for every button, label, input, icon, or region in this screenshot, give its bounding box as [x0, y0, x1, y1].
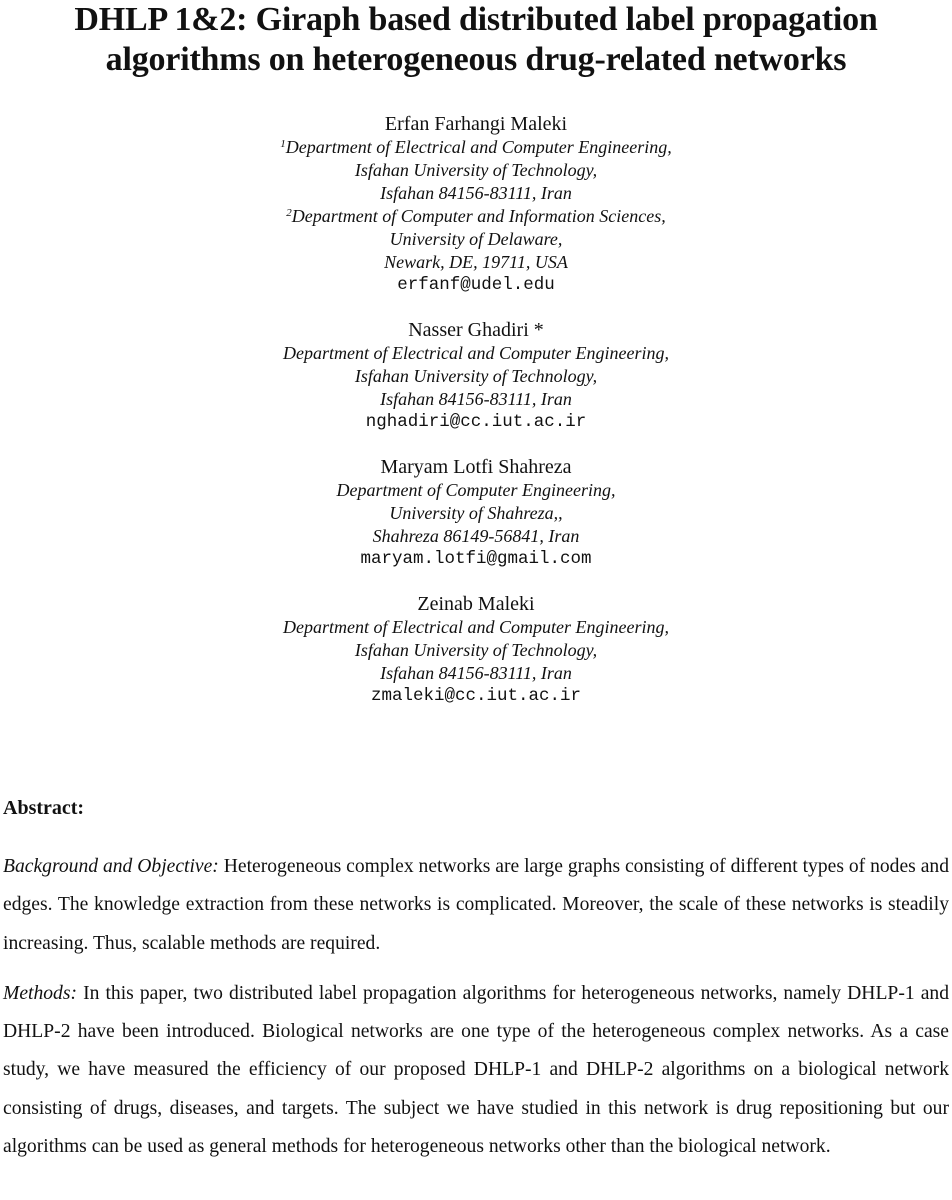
author-name: Nasser Ghadiri *: [408, 319, 544, 341]
affiliation-line: Isfahan 84156-83111, Iran: [380, 183, 572, 203]
author-email[interactable]: nghadiri@cc.iut.ac.ir: [365, 412, 587, 432]
paper-title: [0, 0, 952, 80]
author-block: [0, 455, 952, 571]
paper-title-line-2: algorithms on heterogeneous drug-related networks: [105, 41, 847, 78]
affiliation-line: Isfahan University of Technology,: [354, 640, 598, 660]
author-block: [0, 592, 952, 708]
author-name: Erfan Farhangi Maleki: [384, 113, 568, 135]
paragraph-label: Background and Objective:: [3, 856, 219, 877]
author-name: Maryam Lotfi Shahreza: [380, 456, 572, 478]
affiliation-line: Isfahan 84156-83111, Iran: [380, 389, 572, 409]
affiliation-line: Isfahan University of Technology,: [354, 160, 598, 180]
author-email[interactable]: erfanf@udel.edu: [397, 275, 555, 295]
affiliation-line: Department of Computer Engineering,: [336, 480, 616, 500]
author-list: [0, 112, 952, 729]
affiliation-line: $^1$Department of Electrical and Computer Engineering,: [280, 137, 672, 157]
paper-title-line-1: DHLP 1&2: Giraph based distributed label propagation: [74, 1, 878, 38]
paragraph-label: Methods:: [3, 982, 78, 1004]
affiliation-line: Newark, DE, 19711, USA: [384, 252, 568, 272]
abstract-heading: Abstract:: [3, 797, 85, 819]
affiliation-line: Department of Electrical and Computer Engineering,: [283, 617, 669, 637]
affiliation-line: Isfahan 84156-83111, Iran: [380, 663, 572, 683]
author-email[interactable]: zmaleki@cc.iut.ac.ir: [370, 686, 582, 706]
paragraph-text: In this paper, two distributed label propagation algorithms for heterogeneous networks, namely DHLP-1 and DHLP-2 have been introduced. Biological networks are one type of the heterogeneous complex networks. As a case study, we have measured the efficiency of our proposed DHLP-1 and DHLP-2 algorithms on a biological network consisting of drugs, diseases, and targets. The subject we have studied in this network is drug repositioning but our algorithms can be used as general methods for heterogeneous networks other than the biological network.: [3, 982, 949, 1158]
affiliation-line: Shahreza 86149-56841, Iran: [372, 526, 580, 546]
author-block: [0, 318, 952, 434]
author-email[interactable]: maryam.lotfi@gmail.com: [360, 549, 592, 569]
abstract-paragraph-background: [3, 848, 949, 963]
affiliation-marker: 1: [280, 138, 286, 150]
affiliation-line: $^2$Department of Computer and Information Sciences,: [286, 206, 666, 226]
author-block: [0, 112, 952, 297]
affiliation-line: University of Shahreza,,: [389, 503, 563, 523]
author-name: Zeinab Maleki: [417, 593, 535, 615]
abstract-paragraph-methods: [3, 975, 949, 1166]
abstract-section: [3, 794, 949, 1178]
affiliation-line: Isfahan University of Technology,: [354, 366, 598, 386]
paragraph-text: Heterogeneous complex networks are large graphs consisting of different types of nodes and edges. The knowledge extraction from these networks is complicated. Moreover, the scale of these networks is steadily increasing. Thus, scalable methods are required.: [3, 856, 949, 954]
affiliation-line: Department of Electrical and Computer Engineering,: [283, 343, 669, 363]
affiliation-marker: 2: [286, 207, 292, 219]
affiliation-line: University of Delaware,: [389, 229, 563, 249]
